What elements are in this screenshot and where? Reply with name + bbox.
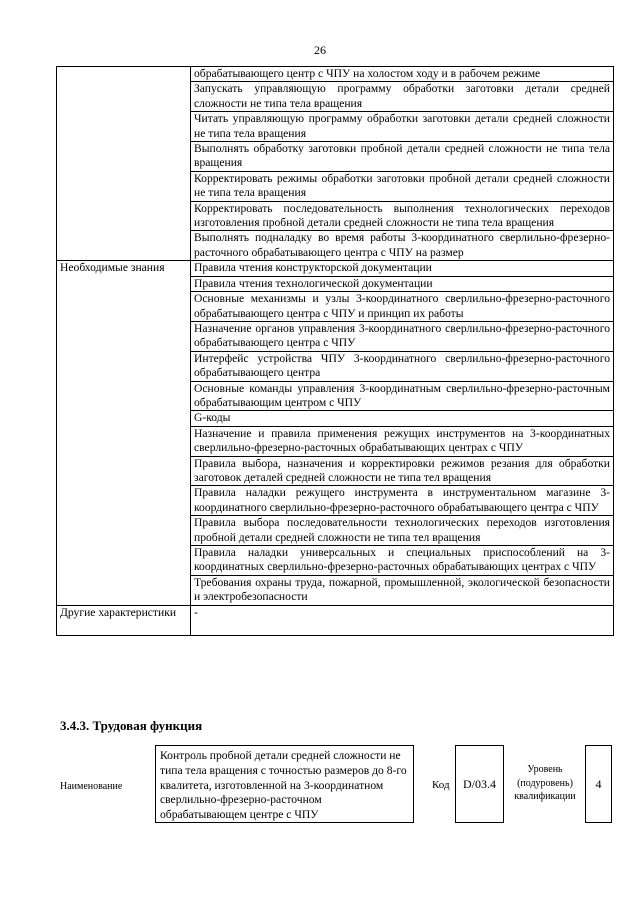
- knowledge-item: Основные механизмы и узлы 3-координатного сверлильно-фрезерно-расточного обрабатывающего центра с ЧПУ и принцип их работы: [191, 292, 614, 322]
- skill-item: Выполнять подналадку во время работы 3-координатного сверлильно-фрезерно-расточного обрабатывающего центра с ЧПУ на размер: [191, 231, 614, 261]
- knowledge-label: Необходимые знания: [57, 261, 191, 605]
- knowledge-item: Основные команды управления 3-координатным сверлильно-фрезерно-расточным обрабатывающим центром с ЧПУ: [191, 381, 614, 411]
- table-row: [57, 605, 614, 635]
- qualification-level-label: Уровень (подуровень) квалификации: [514, 764, 576, 802]
- skill-item: Запускать управляющую программу обработки заготовки детали средней сложности не типа тела вращения: [191, 82, 614, 112]
- section-heading: 3.4.3. Трудовая функция: [60, 718, 203, 733]
- skill-item: Корректировать последовательность выполнения технологических переходов изготовления пробной детали средней сложности не типа тела вращения: [191, 201, 614, 231]
- skill-item: Читать управляющую программу обработки заготовки детали средней сложности не типа тела вращения: [191, 112, 614, 142]
- competency-table: [56, 66, 614, 636]
- labor-function-row: [0, 745, 640, 825]
- knowledge-item: Правила выбора, назначения и корректировки режимов резания для обработки заготовок деталей средней сложности не типа тел вращения: [191, 456, 614, 486]
- function-name-box: Контроль пробной детали средней сложности не типа тела вращения с точностью размеров до 8-го квалитета, изготовленной на 3-координатном сверлильно-фрезерно-расточном обрабатывающем центре с ЧПУ: [155, 745, 414, 823]
- skill-item: обрабатывающего центр с ЧПУ на холостом ходу и в рабочем режиме: [191, 67, 614, 82]
- table-row: [57, 261, 614, 276]
- knowledge-item: Назначение и правила применения режущих инструментов на 3-координатных сверлильно-фрезерно-расточных обрабатывающих центрах с ЧПУ: [191, 426, 614, 456]
- code-box: D/03.4: [455, 745, 504, 823]
- knowledge-item: Правила наладки режущего инструмента в инструментальном магазине 3-координатного сверлильно-фрезерно-расточного обрабатывающего центра с ЧПУ: [191, 486, 614, 516]
- name-label: Наименование: [60, 781, 123, 792]
- skill-item: Корректировать режимы обработки заготовки пробной детали средней сложности не типа тела вращения: [191, 171, 614, 201]
- knowledge-item: G-коды: [191, 411, 614, 426]
- code-label: Код: [432, 779, 450, 791]
- page-number: 26: [314, 43, 326, 57]
- knowledge-item: Назначение органов управления 3-координатного сверлильно-фрезерно-расточного обрабатывающего центра с ЧПУ: [191, 321, 614, 351]
- knowledge-item: Интерфейс устройства ЧПУ 3-координатного сверлильно-фрезерно-расточного обрабатывающего центра: [191, 351, 614, 381]
- other-characteristics-label: Другие характеристики: [57, 605, 191, 635]
- table-row: [57, 67, 614, 82]
- knowledge-item: Правила чтения конструкторской документации: [191, 261, 614, 276]
- knowledge-item: Требования охраны труда, пожарной, промышленной, экологической безопасности и электробезопасности: [191, 575, 614, 605]
- knowledge-item: Правила наладки универсальных и специальных приспособлений на 3-координатных сверлильно-фрезерно-расточных обрабатывающих центрах с ЧПУ: [191, 546, 614, 576]
- other-characteristics-value: -: [191, 605, 614, 635]
- knowledge-item: Правила чтения технологической документации: [191, 276, 614, 291]
- skills-label-cell: [57, 67, 191, 261]
- qualification-level-box: 4: [585, 745, 612, 823]
- knowledge-item: Правила выбора последовательности технологических переходов изготовления пробной детали средней сложности не типа тел вращения: [191, 516, 614, 546]
- skill-item: Выполнять обработку заготовки пробной детали средней сложности не типа тела вращения: [191, 142, 614, 172]
